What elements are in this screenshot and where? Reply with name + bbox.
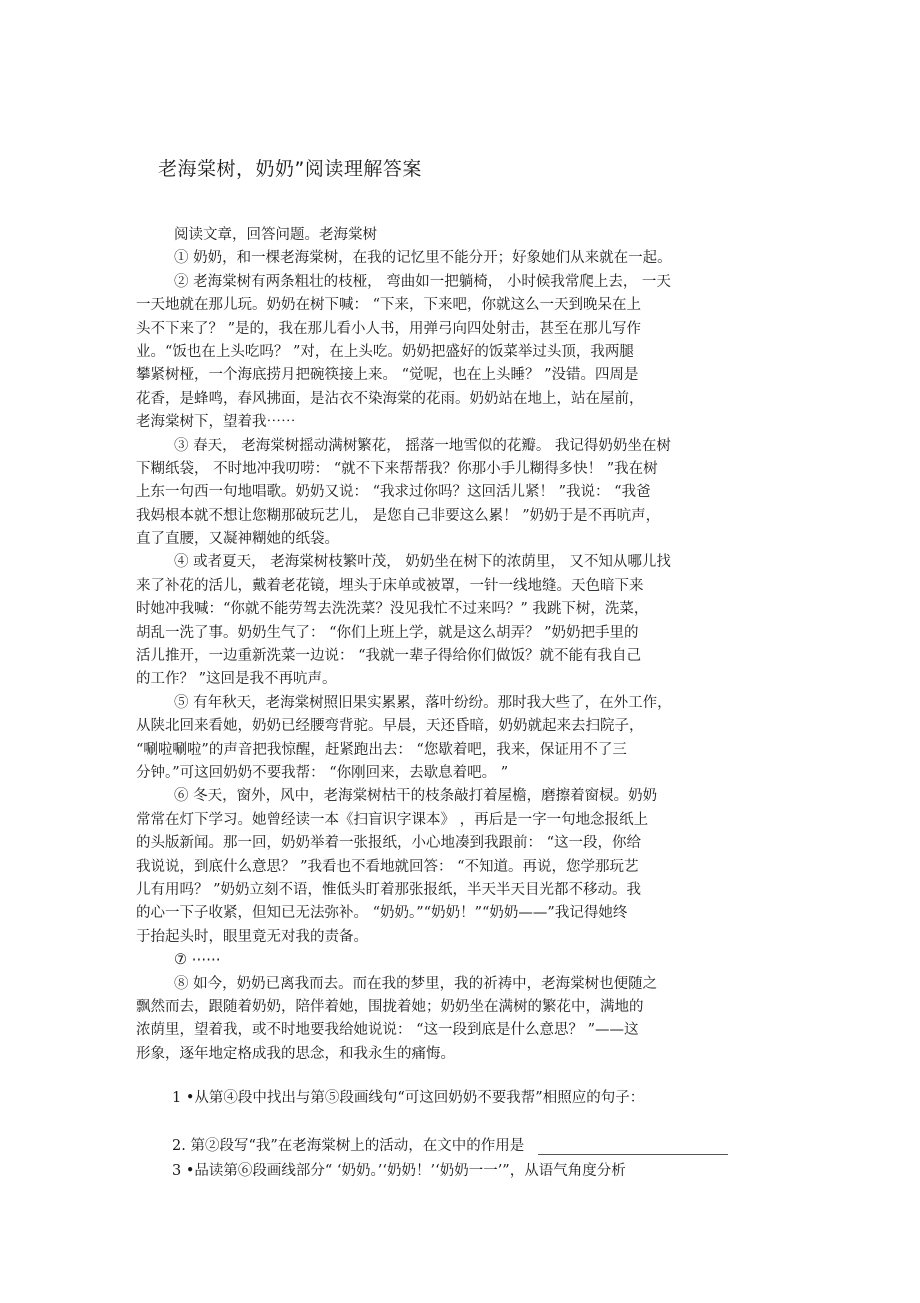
question-2 [172,1134,792,1155]
text-line: 阅读文章，回答问题。老海棠树 [174,227,377,243]
document-title: 老海棠树，奶奶”阅读理解答案 [158,158,422,180]
text-line: 我妈根本就不想让您糊那破玩艺儿， 是您自己非要这么累！ ”奶奶于是不再吭声， [136,507,661,524]
text-line: 来了补花的活儿，戴着老花镜，埋头于床单或被罩，一针一线地缝。天色暗下来 [136,577,644,594]
text-line: ④ 或者夏天， 老海棠树枝繁叶茂， 奶奶坐在树下的浓荫里， 又不知从哪儿找 [174,554,671,571]
text-line: 飘然而去，跟随着奶奶，陪伴着她，围拢着她；奶奶坐在满树的繁花中，满地的 [136,998,644,1015]
text-line: 我说说，到底什么意思？ ”我看也不看地就回答： “不知道。再说，您学那玩艺 [136,858,639,875]
text-line: 于抬起头时，眼里竟无对我的责备。 [136,928,368,945]
question-3: 3 •品读第⑥段画线部分“ ‘奶奶。’‘奶奶！’‘奶奶一一’”，从语气角度分析 [172,1163,626,1179]
text-line: 的工作？ ”这回是我不再吭声。 [136,671,337,688]
text-line: 老海棠树下，望着我⋯⋯ [136,414,296,431]
text-line: 形象，逐年地定格成我的思念，和我永生的痛悔。 [136,1045,455,1062]
text-line: 分钟。”可这回奶奶不要我帮： “你刚回来，去歇息着吧。 ” [136,764,509,781]
text-line: 活儿推开，一边重新洗菜一边说： “我就一辈子得给你们做饭？就不能有我自己 [136,648,642,665]
question-1: 1 •从第④段中找出与第⑤段画线句“可这回奶奶不要我帮”相照应的句子： [172,1090,645,1106]
text-line: 攀紧树桠，一个海底捞月把碗筷接上来。 “觉呢，也在上头睡？ ”没错。四周是 [136,367,639,384]
text-line: ⑥ 冬天，窗外，风中，老海棠树枯干的枝条敲打着屋檐，磨擦着窗棂。奶奶 [174,788,658,805]
text-line: 浓荫里，望着我，或不时地要我给她说说： “这一段到底是什么意思？ ”——这 [136,1022,639,1039]
text-line: 直了直腰，又凝神糊她的纸袋。 [136,531,339,548]
text-line: 上东一句西一句地唱歌。奶奶又说： “我求过你吗？这回活儿紧！ ”我说： “我爸 [136,484,651,501]
text-line: ② 老海棠树有两条粗壮的枝桠， 弯曲如一把躺椅， 小时候我常爬上去， 一天 [174,273,671,290]
text-line: 头不下来了？ ”是的，我在那儿看小人书，用弹弓向四处射击，甚至在那儿写作 [136,320,642,337]
text-line: 下糊纸袋， 不时地冲我叨唠： “就不下来帮帮我？你那小手儿糊得多快！ ”我在树 [136,460,658,477]
text-line: ⑧ 如今，奶奶已离我而去。而在我的梦里，我的祈祷中，老海棠树也便随之 [174,975,658,992]
text-line: 从陕北回来看她，奶奶已经腰弯背驼。早晨，天还昏暗，奶奶就起来去扫院子， [136,718,644,735]
text-line: ① 奶奶，和一棵老海棠树，在我的记忆里不能分开；好象她们从来就在一起。 [174,250,672,267]
text-line: 儿有用吗？ ”奶奶立刻不语，惟低头盯着那张报纸，半天半天目光都不移动。我 [136,881,642,898]
text-line: 的头版新闻。那一回，奶奶举着一张报纸，小心地凑到我跟前： “这一段，你给 [136,835,642,852]
text-line: 业。“饭也在上头吃吗？ ”对，在上头吃。奶奶把盛好的饭菜举过头顶，我两腿 [136,343,634,360]
question-2-text: 2. 第②段写“我”在老海棠树上的活动，在文中的作用是 [172,1138,525,1154]
text-line: 时她冲我喊：“你就不能劳驾去洗洗菜？没见我忙不过来吗？” 我跳下树，洗菜， [136,601,649,618]
text-line: 的心一下子收紧，但知已无法弥补。 “奶奶。”“奶奶！”“奶奶——”我记得她终 [136,905,628,922]
text-line: “唰啦唰啦”的声音把我惊醒，赶紧跑出去： “您歇着吧，我来，保证用不了三 [136,741,627,758]
text-line: 一天地就在那儿玩。奶奶在树下喊： “下来，下来吧，你就这么一天到晚呆在上 [136,297,642,314]
text-line: 花香，是蜂鸣，春风拂面，是沾衣不染海棠的花雨。奶奶站在地上，站在屋前， [136,390,644,407]
text-line: ⑤ 有年秋天，老海棠树照旧果实累累，落叶纷纷。那时我大些了，在外工作， [174,694,672,711]
answer-blank[interactable] [538,1139,728,1155]
text-line: 常常在灯下学习。她曾经读一本《扫盲识字课本》 ，再后是一字一句地念报纸上 [136,811,649,828]
text-line: 胡乱一洗了事。奶奶生气了： “你们上班上学，就是这么胡弄？ ”奶奶把手里的 [136,624,639,641]
text-line: ⑦ ⋯⋯ [174,952,221,969]
text-line: ③ 春天， 老海棠树摇动满树繁花， 摇落一地雪似的花瓣。 我记得奶奶坐在树 [174,437,671,454]
article-body [136,224,766,1066]
